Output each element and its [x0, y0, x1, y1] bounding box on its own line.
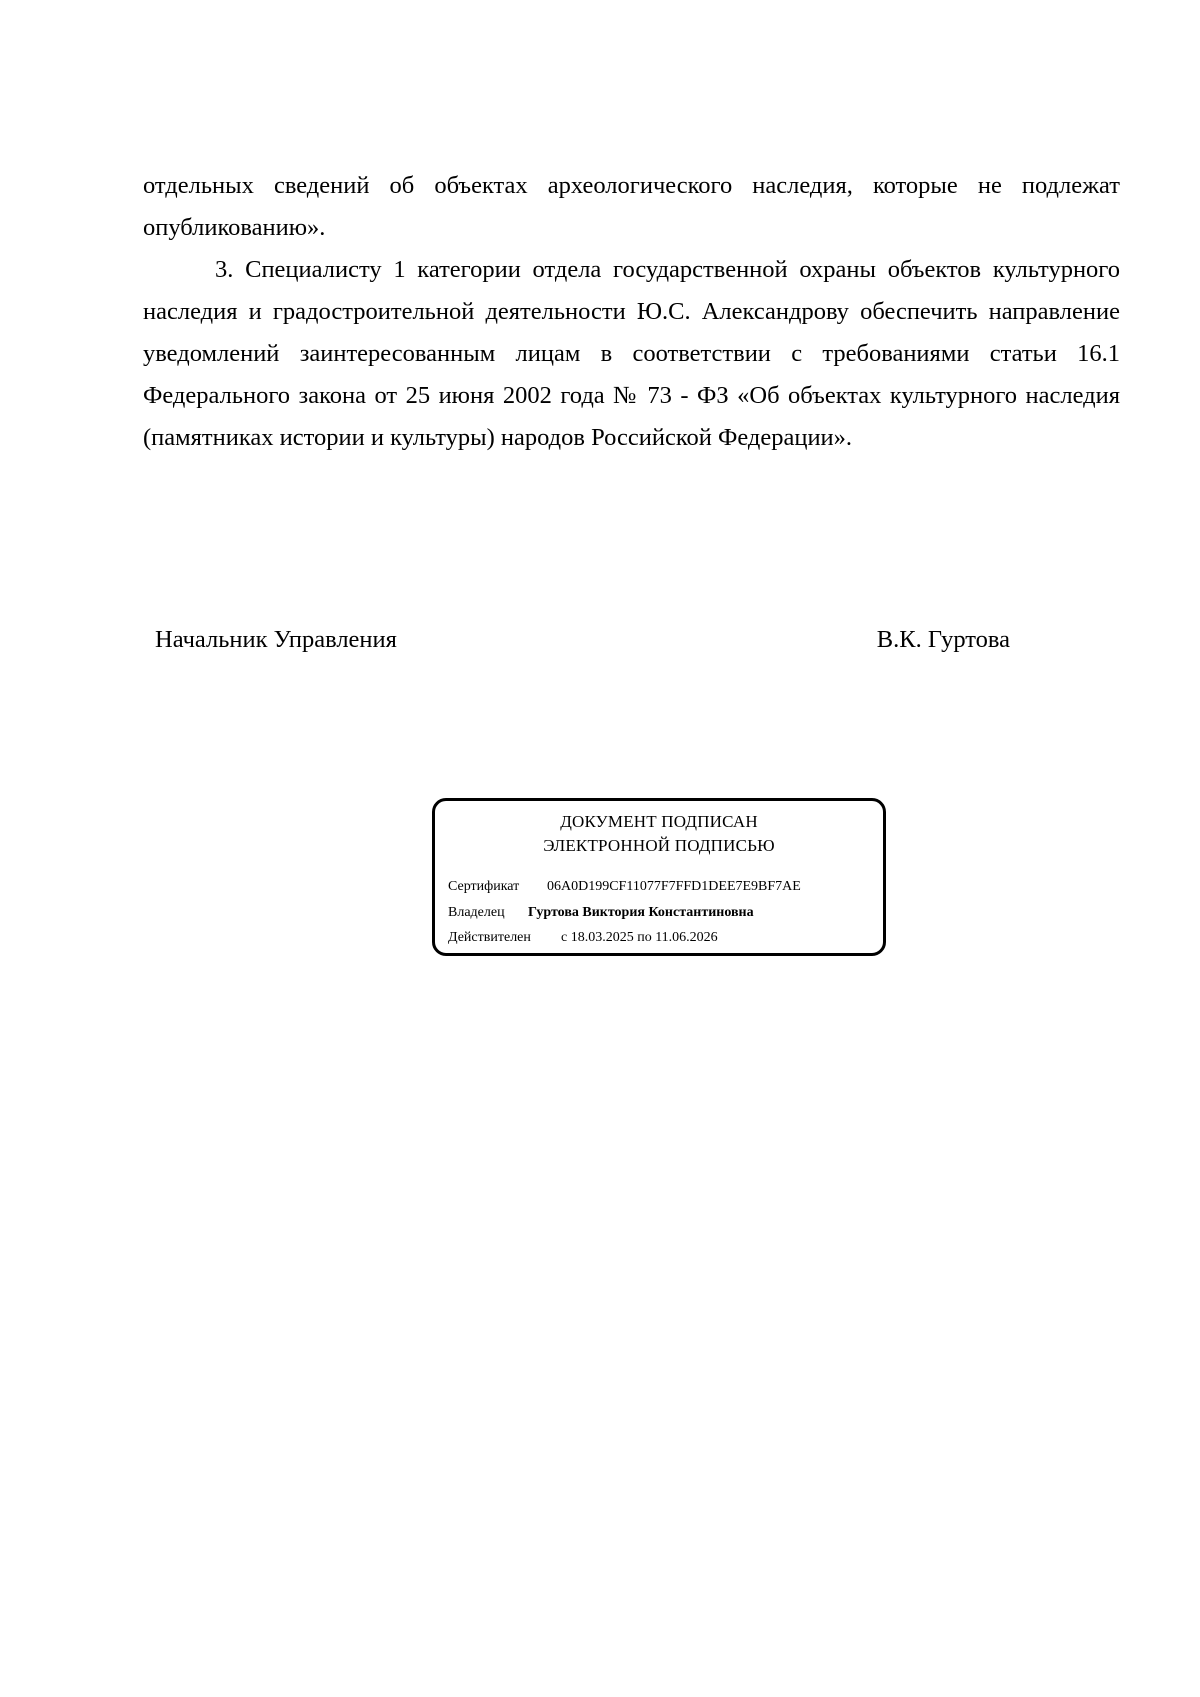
- document-body: [143, 165, 1120, 459]
- electronic-signature-stamp: [432, 798, 886, 956]
- validity-label: Действителен: [448, 930, 531, 945]
- certificate-value: 06A0D199CF11077F7FFD1DEE7E9BF7AE: [547, 879, 801, 894]
- certificate-label: Сертификат: [448, 879, 520, 894]
- paragraph-continuation: отдельных сведений об объектах археологического наследия, которые не подлежат опубликованию».: [143, 172, 1120, 241]
- stamp-title: [435, 810, 883, 858]
- validity-value: с 18.03.2025 по 11.06.2026: [561, 930, 718, 945]
- stamp-owner-row: [448, 903, 754, 923]
- stamp-title-line-2: ЭЛЕКТРОННОЙ ПОДПИСЬЮ: [543, 836, 775, 855]
- signatory-name: В.К. Гуртова: [876, 626, 1010, 653]
- stamp-title-line-1: ДОКУМЕНТ ПОДПИСАН: [560, 812, 758, 831]
- owner-label: Владелец: [448, 905, 505, 920]
- signatory-position: Начальник Управления: [155, 626, 397, 653]
- signature-block: [155, 620, 1010, 660]
- paragraph-item-3: 3. Специалисту 1 категории отдела государственной охраны объектов культурного наследия и градостроительной деятельности Ю.С. Александрову обеспечить направление уведомлений заинтересованным лицам в соответствии с требованиями статьи 16.1 Федерального закона от 25 июня 2002 года № 73 - ФЗ «Об объектах культурного наследия (памятниках истории и культуры) народов Российской Федерации».: [143, 256, 1120, 451]
- owner-value: Гуртова Виктория Константиновна: [528, 905, 754, 920]
- stamp-certificate-row: [448, 877, 801, 897]
- stamp-validity-row: [448, 928, 718, 948]
